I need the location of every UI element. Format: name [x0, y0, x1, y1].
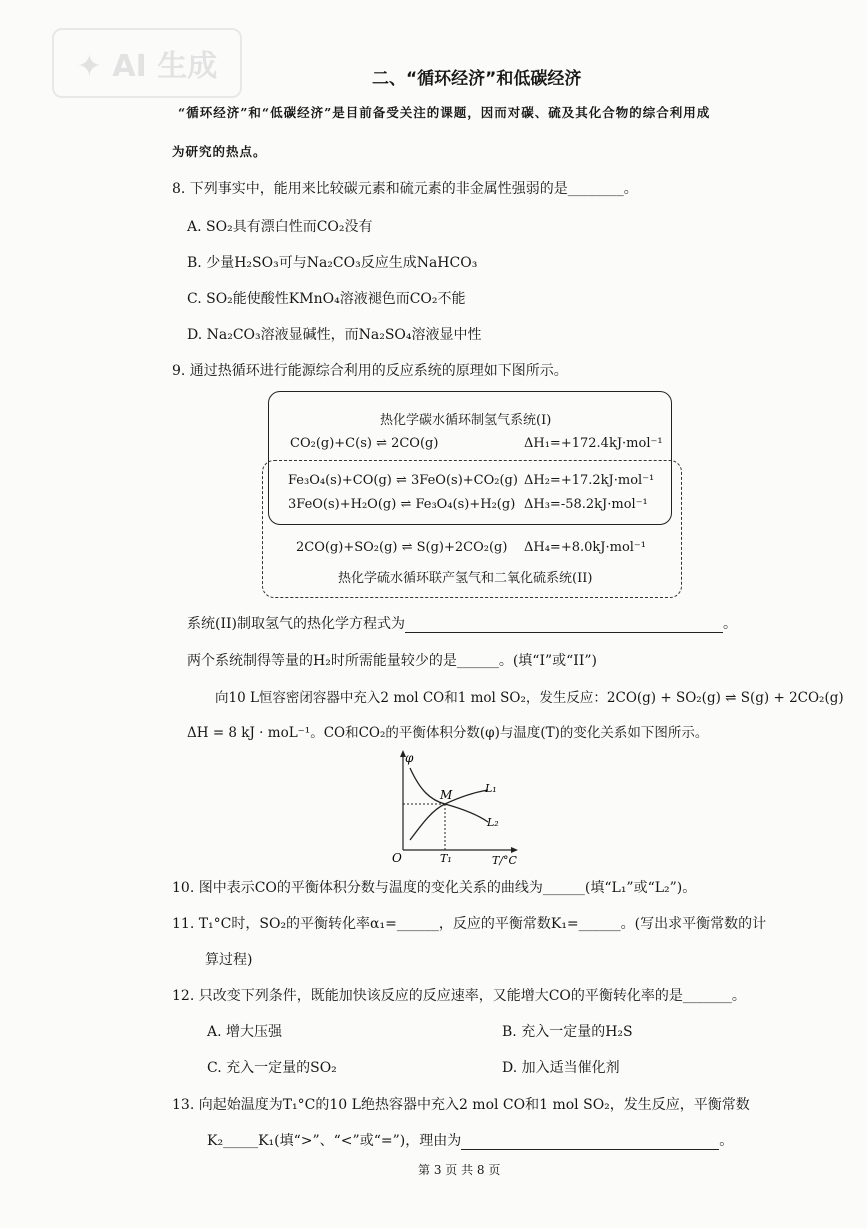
passage-line-2: ΔH = 8 kJ · moL⁻¹。CO和CO₂的平衡体积分数(φ)与温度(T)的变化关系如下图所示。	[187, 725, 709, 741]
q12-option-d: D. 加入适当催化剂	[502, 1060, 620, 1076]
q12-option-a: A. 增大压强	[207, 1024, 283, 1040]
section-title: 二、“循环经济”和低碳经济	[372, 69, 582, 89]
q12-option-c: C. 充入一定量的SO₂	[207, 1060, 337, 1076]
equation-2: Fe₃O₄(s)+CO(g) ⇌ 3FeO(s)+CO₂(g)	[288, 473, 518, 488]
delta-h-2: ΔH₂=+17.2kJ·mol⁻¹	[524, 473, 655, 488]
q12-stem: 12. 只改变下列条件，既能加快该反应的反应速率，又能增大CO的平衡转化率的是_______。	[172, 988, 746, 1004]
delta-h-1: ΔH₁=+172.4kJ·mol⁻¹	[524, 436, 663, 451]
ai-watermark: ✦ AI 生成	[52, 28, 242, 98]
curve-l1-label: L₁	[485, 782, 497, 795]
q9-ask-1	[187, 613, 737, 633]
delta-h-4: ΔH₄=+8.0kJ·mol⁻¹	[524, 540, 647, 555]
y-axis-label: φ	[405, 751, 414, 765]
page-footer: 第 3 页 共 8 页	[418, 1163, 501, 1177]
intro-line-2: 为研究的热点。	[172, 144, 267, 159]
q8-option-c: C. SO₂能使酸性KMnO₄溶液褪色而CO₂不能	[187, 291, 466, 307]
q11-line-2: 算过程)	[205, 952, 253, 968]
q8-option-d: D. Na₂CO₃溶液显碱性，而Na₂SO₄溶液显中性	[187, 327, 482, 343]
q9-ask-1-prefix: 系统(II)制取氢气的热化学方程式为	[187, 616, 405, 632]
q13-line-2-prefix: K₂_____K₁(填“>”、“<”或“=”)，理由为	[207, 1133, 462, 1149]
q8-option-a: A. SO₂具有漂白性而CO₂没有	[187, 219, 373, 235]
answer-blank[interactable]	[405, 618, 723, 633]
equation-1: CO₂(g)+C(s) ⇌ 2CO(g)	[290, 436, 439, 451]
x-axis-arrow	[511, 847, 518, 853]
equation-3: 3FeO(s)+H₂O(g) ⇌ Fe₃O₄(s)+H₂(g)	[288, 497, 516, 512]
q12-option-b: B. 充入一定量的H₂S	[502, 1024, 633, 1040]
passage-line-1: 向10 L恒容密闭容器中充入2 mol CO和1 mol SO₂，发生反应：2CO(g) + SO₂(g) ⇌ S(g) + 2CO₂(g)	[215, 690, 844, 706]
curve-l2-label: L₂	[487, 816, 499, 829]
answer-blank[interactable]	[461, 1135, 719, 1150]
q8-stem: 8. 下列事实中，能用来比较碳元素和硫元素的非金属性强弱的是________。	[172, 181, 638, 197]
delta-h-3: ΔH₃=-58.2kJ·mol⁻¹	[524, 497, 648, 512]
system-1-title: 热化学碳水循环制氢气系统(I)	[380, 413, 552, 428]
q9-ask-1-suffix: 。	[722, 616, 737, 632]
x-axis-label: T/°C	[492, 854, 517, 867]
q10-stem: 10. 图中表示CO的平衡体积分数与温度的变化关系的曲线为______(填“L₁”或“L₂”)。	[172, 880, 697, 896]
equation-4: 2CO(g)+SO₂(g) ⇌ S(g)+2CO₂(g)	[296, 540, 508, 555]
q9-stem: 9. 通过热循环进行能源综合利用的反应系统的原理如下图所示。	[172, 363, 568, 379]
system-2-title: 热化学硫水循环联产氢气和二氧化硫系统(II)	[338, 571, 593, 586]
intro-line-1: “循环经济”和“低碳经济”是目前备受关注的课题，因而对碳、硫及其化合物的综合利用成	[178, 105, 711, 120]
q13-line-2-suffix: 。	[719, 1133, 734, 1149]
point-m-label: M	[440, 788, 453, 802]
q13-line-1: 13. 向起始温度为T₁°C的10 L绝热容器中充入2 mol CO和1 mol SO₂，发生反应，平衡常数	[172, 1097, 750, 1113]
origin-label: O	[392, 851, 402, 865]
equilibrium-graph	[388, 748, 528, 870]
q9-ask-2: 两个系统制得等量的H₂时所需能量较少的是______。(填“I”或“II”)	[187, 653, 597, 669]
q13-line-2	[207, 1130, 733, 1150]
q11-line-1: 11. T₁°C时，SO₂的平衡转化率α₁=______，反应的平衡常数K₁=______。(写出求平衡常数的计	[172, 916, 767, 932]
t1-label: T₁	[440, 852, 452, 865]
q8-option-b: B. 少量H₂SO₃可与Na₂CO₃反应生成NaHCO₃	[187, 255, 478, 271]
